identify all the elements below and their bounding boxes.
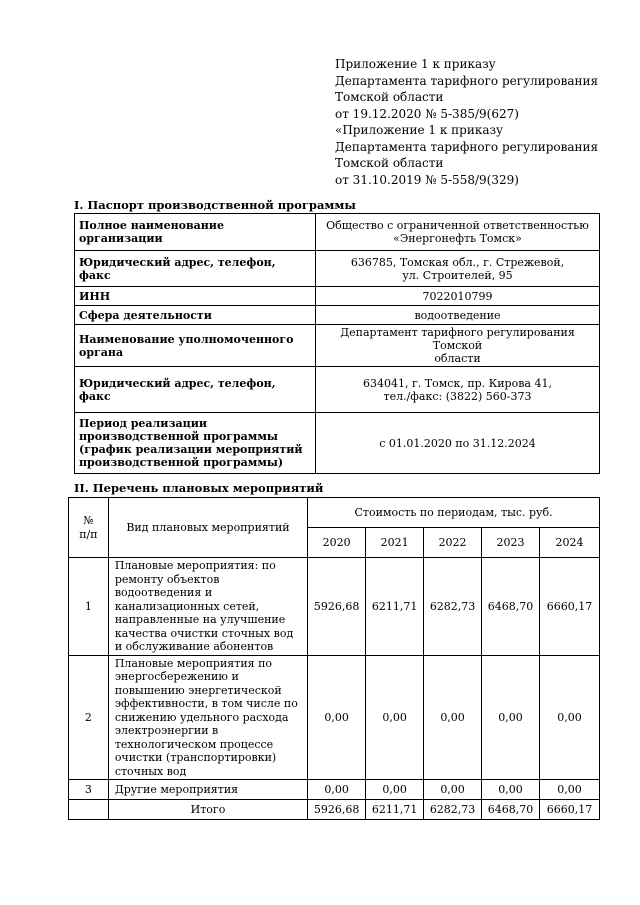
passport-label: Юридический адрес, телефон, факс (75, 251, 316, 287)
order-header (335, 56, 598, 188)
table-row (69, 780, 600, 800)
year-header: 2023 (482, 528, 540, 558)
header-line: Томской области (335, 156, 444, 170)
row-value: 0,00 (482, 780, 540, 800)
passport-label: Юридический адрес, телефон, факс (75, 367, 316, 413)
passport-label: Наименование уполномоченного органа (75, 325, 316, 367)
passport-label: Полное наименование организации (75, 214, 316, 251)
year-header: 2024 (540, 528, 600, 558)
passport-value: 7022010799 (316, 287, 600, 306)
measures-table (68, 497, 600, 820)
col-num-header: № п/п (69, 498, 109, 558)
row-value: 0,00 (424, 655, 482, 780)
year-header: 2021 (366, 528, 424, 558)
year-header: 2020 (308, 528, 366, 558)
row-name: Плановые мероприятия по энергосбережению и повышению энергетической эффективности, в том числе по снижению удельного расхода электроэнергии в технологическом процессе очистки (транспортировки) сточных вод (108, 655, 307, 780)
col-cost-header: Стоимость по периодам, тыс. руб. (308, 498, 600, 528)
row-num: 3 (69, 780, 109, 800)
total-value: 6660,17 (540, 800, 600, 820)
col-name-header: Вид плановых мероприятий (108, 498, 307, 558)
row-value: 0,00 (308, 655, 366, 780)
passport-row (75, 367, 600, 413)
header-line: Приложение 1 к приказу (335, 57, 496, 71)
passport-value: с 01.01.2020 по 31.12.2024 (316, 413, 600, 474)
row-value: 0,00 (540, 655, 600, 780)
passport-row (75, 214, 600, 251)
row-value: 6211,71 (366, 558, 424, 656)
passport-label: Сфера деятельности (75, 306, 316, 325)
passport-value: 634041, г. Томск, пр. Кирова 41, тел./факс: (3822) 560-373 (316, 367, 600, 413)
passport-row (75, 287, 600, 306)
header-line: Департамента тарифного регулирования (335, 139, 599, 154)
row-name: Другие мероприятия (108, 780, 307, 800)
row-value: 0,00 (482, 655, 540, 780)
passport-table (74, 213, 600, 474)
passport-value: Общество с ограниченной ответственностью «Энергонефть Томск» (316, 214, 600, 251)
passport-row (75, 413, 600, 474)
passport-title: I. Паспорт производственной программы (74, 198, 356, 212)
row-value: 6660,17 (540, 558, 600, 656)
passport-value: 636785, Томская обл., г. Стрежевой, ул. Строителей, 95 (316, 251, 600, 287)
total-value: 6282,73 (424, 800, 482, 820)
header-line: от 19.12.2020 № 5-385/9(627) (335, 106, 519, 121)
year-header: 2022 (424, 528, 482, 558)
total-num-cell (69, 800, 109, 820)
row-value: 0,00 (540, 780, 600, 800)
total-value: 6211,71 (366, 800, 424, 820)
header-line: от 31.10.2019 № 5-558/9(329) (335, 172, 519, 187)
passport-label: Период реализации производственной программы (график реализации мероприятий производственной программы) (75, 413, 316, 474)
header-line: Томской области (335, 90, 444, 104)
passport-value: Департамент тарифного регулирования Томской области (316, 325, 600, 367)
total-label: Итого (108, 800, 307, 820)
passport-label: ИНН (75, 287, 316, 306)
row-value: 6282,73 (424, 558, 482, 656)
row-num: 2 (69, 655, 109, 780)
measures-title: II. Перечень плановых мероприятий (74, 481, 324, 495)
passport-row (75, 325, 600, 367)
row-value: 5926,68 (308, 558, 366, 656)
passport-row (75, 306, 600, 325)
total-row (69, 800, 600, 820)
header-row (69, 498, 600, 528)
total-value: 5926,68 (308, 800, 366, 820)
table-row (69, 655, 600, 780)
header-line: Департамента тарифного регулирования (335, 73, 599, 88)
row-value: 6468,70 (482, 558, 540, 656)
row-name: Плановые мероприятия: по ремонту объектов водоотведения и канализационных сетей, направленные на улучшение качества очистки сточных вод и обслуживание абонентов (108, 558, 307, 656)
table-row (69, 558, 600, 656)
row-num: 1 (69, 558, 109, 656)
header-line: «Приложение 1 к приказу (335, 123, 504, 137)
row-value: 0,00 (366, 780, 424, 800)
total-value: 6468,70 (482, 800, 540, 820)
passport-row (75, 251, 600, 287)
passport-value: водоотведение (316, 306, 600, 325)
row-value: 0,00 (424, 780, 482, 800)
row-value: 0,00 (366, 655, 424, 780)
row-value: 0,00 (308, 780, 366, 800)
